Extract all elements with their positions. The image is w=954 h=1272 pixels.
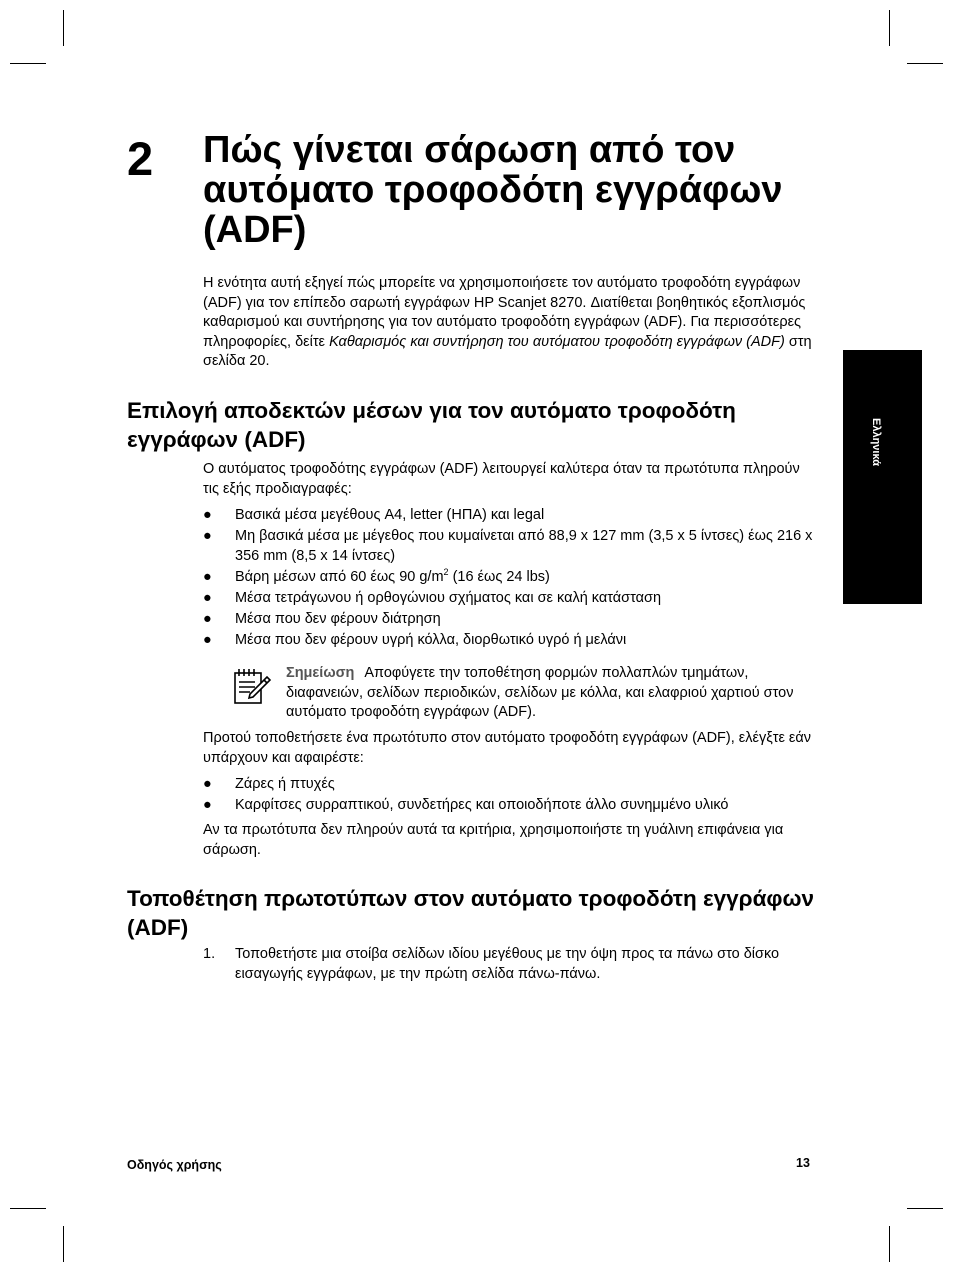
chapter-title: Πώς γίνεται σάρωση από τον αυτόματο τροφοδότη εγγράφων (ADF) (203, 129, 783, 251)
crop-mark-top-right-vertical (889, 10, 890, 46)
list-item-text: Μη βασικά μέσα με μέγεθος που κυμαίνεται από 88,9 x 127 mm (3,5 x 5 ίντσες) έως 216 x 356 mm (8,5 x 14 ίντσες) (235, 528, 813, 564)
intro-text-after: στη σελίδα 20. (203, 333, 812, 369)
list-item-text: Ζάρες ή πτυχές (235, 776, 335, 792)
bullet-icon: ● (203, 610, 212, 627)
glass-alternative-paragraph: Αν τα πρωτότυπα δεν πληρούν αυτά τα κριτήρια, χρησιμοποιήστε τη γυάλινη επιφάνεια για σάρωση. (203, 822, 784, 858)
footer-guide-title: Οδηγός χρήσης (127, 1158, 222, 1172)
list-item-text: Μέσα που δεν φέρουν διάτρηση (235, 610, 441, 627)
list-item (203, 527, 823, 566)
section-heading-load-originals: Τοποθέτηση πρωτοτύπων στον αυτόματο τροφοδότη εγγράφων (ADF) (127, 886, 815, 940)
crop-mark-top-left-horizontal (10, 63, 46, 64)
remove-items-list (203, 775, 823, 817)
section-heading-acceptable-media: Επιλογή αποδεκτών μέσων για τον αυτόματο τροφοδότη εγγράφων (ADF) (127, 398, 736, 452)
crop-mark-top-left-vertical (63, 10, 64, 46)
list-item-text: Βασικά μέσα μεγέθους A4, letter (ΗΠΑ) και legal (235, 507, 545, 523)
bullet-icon: ● (203, 776, 212, 792)
note-pad-icon (233, 666, 273, 706)
step-text: Τοποθετήστε μια στοίβα σελίδων ιδίου μεγέθους με την όψη προς τα πάνω στο δίσκο εισαγωγής εγγράφων, με την πρώτη σελίδα πάνω-πάνω. (235, 946, 780, 982)
list-item (203, 775, 823, 795)
bullet-icon: ● (203, 568, 212, 585)
list-item (203, 610, 823, 630)
list-item-text: Μέσα τετράγωνου ή ορθογώνιου σχήματος και σε καλή κατάσταση (235, 589, 662, 606)
bullet-icon: ● (203, 528, 212, 544)
check-before-loading-lead: Προτού τοποθετήσετε ένα πρωτότυπο στον αυτόματο τροφοδότη εγγράφων (ADF), ελέγξτε εάν υπάρχουν και αφαιρέστε: (203, 730, 812, 766)
list-item (203, 796, 823, 816)
list-item-text: Μέσα που δεν φέρουν υγρή κόλλα, διορθωτικό υγρό ή μελάνι (235, 631, 627, 648)
crop-mark-bottom-right-vertical (889, 1226, 890, 1262)
list-item (203, 568, 823, 588)
language-tab (843, 350, 922, 604)
bullet-icon: ● (203, 589, 212, 606)
bullet-icon: ● (203, 631, 212, 648)
acceptable-media-lead: Ο αυτόματος τροφοδότης εγγράφων (ADF) λειτουργεί καλύτερα όταν τα πρωτότυπα πληρούν τις εξής προδιαγραφές: (203, 461, 800, 497)
note-label: Σημείωση (286, 665, 355, 681)
weight-text-after: (16 έως 24 lbs) (448, 568, 550, 585)
step-number: 1. (203, 946, 216, 962)
intro-text-before: Η ενότητα αυτή εξηγεί πώς μπορείτε να χρησιμοποιήσετε τον αυτόματο τροφοδότη εγγράφων (ADF) για τον επίπεδο σαρωτή εγγράφων HP Scanjet 8270. Διατίθεται βοηθητικός εξοπλισμός καθαρισμού και συντήρησης για τον αυτόματο τροφοδότη εγγράφων (ADF). Για περισσότερες πληροφορίες, δείτε (203, 275, 806, 350)
load-steps-list (203, 945, 813, 984)
weight-text-before: Βάρη μέσων από 60 έως 90 g/m (235, 568, 444, 585)
list-item (203, 589, 823, 609)
bullet-icon: ● (203, 797, 212, 813)
list-item (203, 506, 823, 526)
note-body: Αποφύγετε την τοποθέτηση φορμών πολλαπλών τμημάτων, διαφανειών, σελίδων περιοδικών, σελίδων με κόλλα, και ελαφριού χαρτιού στον αυτόματο τροφοδότη εγγράφων (ADF). (286, 665, 794, 720)
list-item (203, 631, 823, 651)
language-tab-label: Ελληνικά (870, 418, 882, 466)
step-item (203, 945, 813, 984)
chapter-number: 2 (127, 132, 154, 185)
note-text (286, 664, 826, 723)
weight-superscript: 2 (443, 566, 449, 577)
list-item-text: Καρφίτσες συρραπτικού, συνδετήρες και οποιοδήποτε άλλο συνημμένο υλικό (235, 797, 729, 813)
intro-paragraph (203, 274, 813, 372)
crop-mark-bottom-right-horizontal (907, 1208, 943, 1209)
bullet-icon: ● (203, 507, 212, 523)
crop-mark-bottom-left-horizontal (10, 1208, 46, 1209)
crop-mark-top-right-horizontal (907, 63, 943, 64)
acceptable-media-list (203, 506, 823, 652)
crop-mark-bottom-left-vertical (63, 1226, 64, 1262)
footer-page-number: 13 (796, 1156, 810, 1170)
intro-cross-reference: Καθαρισμός και συντήρηση του αυτόματου τροφοδότη εγγράφων (ADF) (329, 333, 785, 350)
